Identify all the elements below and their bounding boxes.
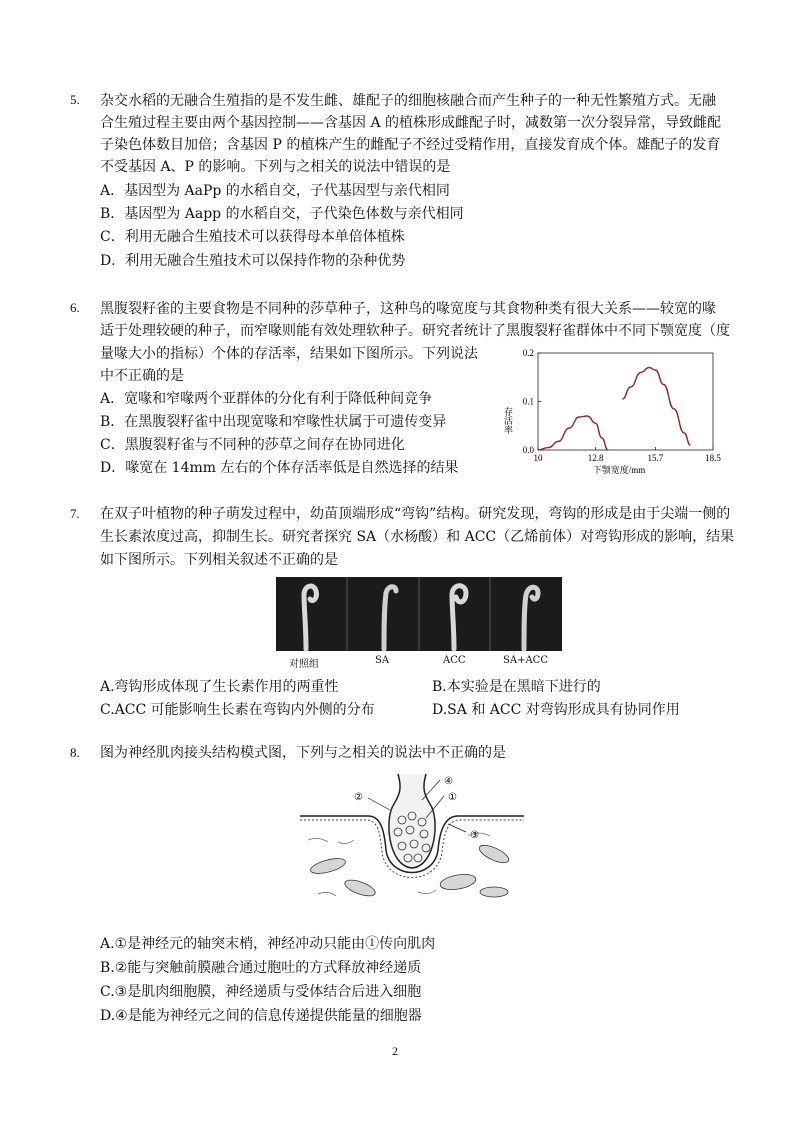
survival-curve-1 bbox=[538, 416, 608, 450]
q5-option-a: A．基因型为 AaPp 的水稻自交，子代基因型与亲代相同 bbox=[100, 183, 450, 199]
x-tick-label: 12.8 bbox=[587, 453, 604, 463]
q6-stem-line: 适于处理较硬的种子，而窄喙则能有效处理软种子。研究者统计了黑腹裂籽雀群体中不同下颚宽度（度 bbox=[100, 323, 730, 339]
diagram-label-2: ② bbox=[354, 792, 363, 803]
q5-option-b: B．基因型为 Aapp 的水稻自交，子代染色体数与亲代相同 bbox=[100, 206, 464, 222]
y-tick-label: 0.2 bbox=[522, 348, 534, 358]
q5-stem-line: 不受基因 A、P 的影响。下列与之相关的说法中错误的是 bbox=[100, 159, 451, 175]
q6-option-d: D．喙宽在 14mm 左右的个体存活率低是自然选择的结果 bbox=[100, 460, 459, 476]
diagram-label-1: ① bbox=[448, 792, 457, 803]
q5-option-d: D．利用无融合生殖技术可以保持作物的杂种优势 bbox=[100, 253, 406, 269]
q8-option-b: B.②能与突触前膜融合通过胞吐的方式释放神经递质 bbox=[100, 960, 422, 976]
seedling-hook-photos bbox=[276, 577, 562, 651]
neuromuscular-junction-diagram bbox=[298, 770, 526, 906]
q7-option-a: A.弯钩形成体现了生长素作用的两重性 bbox=[100, 679, 339, 695]
q8-option-d: D.④是能为神经元之间的信息传递提供能量的细胞器 bbox=[100, 1008, 422, 1024]
chart-y-label: 存活率 bbox=[503, 407, 513, 434]
q5-stem-line: 杂交水稻的无融合生殖指的是不发生雌、雄配子的细胞核融合而产生种子的一种无性繁殖方式。无融 bbox=[100, 93, 716, 109]
q7-option-b: B.本实验是在黑暗下进行的 bbox=[432, 679, 601, 695]
page-number: 2 bbox=[392, 1044, 398, 1058]
chart-x-label: 下颚宽度/mm bbox=[592, 465, 646, 475]
photo-caption-sa: SA bbox=[375, 655, 390, 666]
q7-option-c: C.ACC 可能影响生长素在弯钩内外侧的分布 bbox=[100, 702, 375, 718]
q6-option-a: A．宽喙和窄喙两个亚群体的分化有利于降低种间竞争 bbox=[100, 391, 433, 407]
q8-option-c: C.③是肌肉细胞膜，神经递质与受体结合后进入细胞 bbox=[100, 984, 422, 1000]
seedling-photo-strip bbox=[276, 577, 562, 651]
x-tick-label: 10 bbox=[533, 453, 543, 463]
q8-option-a: A.①是神经元的轴突末梢，神经冲动只能由①传向肌肉 bbox=[100, 936, 436, 952]
q5-stem-line: 子染色体数目加倍；含基因 P 的植株产生的雌配子不经过受精作用，直接发育成个体。雄配子的发育 bbox=[100, 137, 721, 153]
survival-curve-2 bbox=[622, 368, 690, 446]
q8-stem-line: 图为神经肌肉接头结构模式图，下列与之相关的说法中不正确的是 bbox=[100, 745, 506, 761]
diagram-label-4: ④ bbox=[444, 776, 453, 787]
q5-stem-line: 合生殖过程主要由两个基因控制——含基因 A 的植株形成雌配子时，减数第一次分裂异常，导致雌配 bbox=[100, 115, 722, 131]
q7-stem-line: 在双子叶植物的种子萌发过程中，幼苗顶端形成“弯钩”结构。研究发现，弯钩的形成是由于尖端一侧的 bbox=[100, 506, 731, 522]
q5-number: 5. bbox=[70, 92, 80, 107]
q8-number: 8. bbox=[70, 745, 80, 760]
q6-option-c: C．黑腹裂籽雀与不同种的莎草之间存在协同进化 bbox=[100, 437, 405, 453]
q6-stem-line: 中不正确的是 bbox=[100, 368, 184, 384]
q7-option-d: D.SA 和 ACC 对弯钩形成具有协同作用 bbox=[432, 702, 680, 718]
q6-option-b: B．在黑腹裂籽雀中出现宽喙和窄喙性状属于可遗传变异 bbox=[100, 414, 447, 430]
q6-stem-line: 黑腹裂籽雀的主要食物是不同种的莎草种子，这种鸟的喙宽度与其食物种类有很大关系——较宽的喙 bbox=[100, 301, 716, 317]
q7-stem-line: 生长素浓度过高，抑制生长。研究者探究 SA（水杨酸）和 ACC（乙烯前体）对弯钩形成的影响，结果 bbox=[100, 529, 735, 545]
y-tick-label: 0.0 bbox=[522, 445, 534, 455]
q7-stem-line: 如下图所示。下列相关叙述不正确的是 bbox=[100, 552, 338, 568]
q6-number: 6. bbox=[70, 300, 80, 315]
survival-rate-chart bbox=[503, 345, 728, 475]
q5-option-c: C．利用无融合生殖技术可以获得母本单倍体植株 bbox=[100, 229, 405, 245]
x-tick-label: 15.7 bbox=[647, 453, 664, 463]
q7-number: 7. bbox=[70, 506, 80, 521]
photo-caption-sa-acc: SA+ACC bbox=[503, 655, 548, 666]
x-tick-label: 18.5 bbox=[705, 453, 721, 463]
diagram-label-3: ③ bbox=[470, 830, 479, 841]
y-tick-label: 0.1 bbox=[522, 396, 534, 407]
photo-caption-control: 对照组 bbox=[289, 659, 319, 670]
q6-stem-line: 量喙大小的指标）个体的存活率，结果如下图所示。下列说法 bbox=[100, 346, 478, 362]
photo-caption-acc: ACC bbox=[443, 655, 466, 666]
